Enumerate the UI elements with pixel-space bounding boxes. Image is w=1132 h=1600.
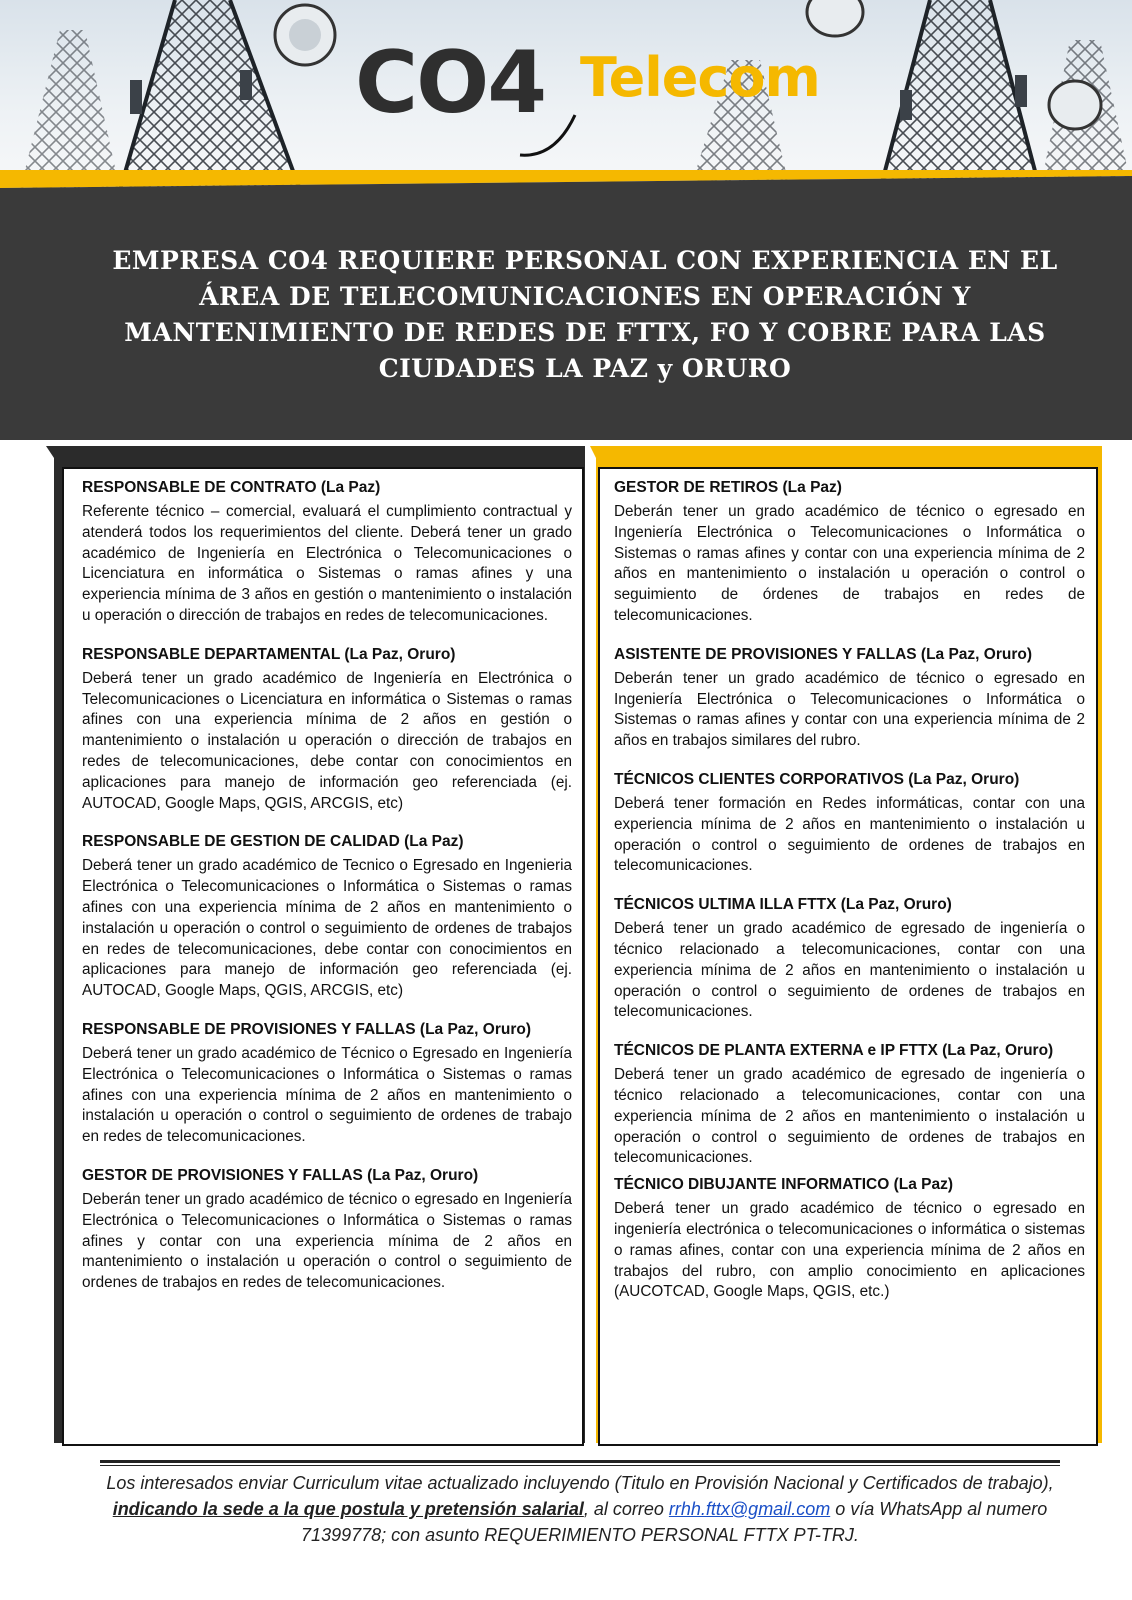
job-title-text: GESTOR DE PROVISIONES Y FALLAS — [82, 1166, 363, 1184]
job-description: Deberá tener formación en Redes informáticas, contar con una experiencia mínima de 2 años en mantenimiento o instalación u operación o control o seguimiento de ordenes de trabajos en telecomunicaciones. — [614, 794, 1085, 875]
job-title — [614, 770, 1085, 790]
job-description: Deberá tener un grado académico de egresado de ingeniería o técnico relacionado a telecomunicaciones, contar con una experiencia mínima de 2 años en mantenimiento o instalación u operación o control o seguimiento de ordenes de trabajos en telecomunicaciones. — [614, 920, 1085, 1021]
job-location: (La Paz, Oruro) — [916, 645, 1033, 663]
footer-text: o vía WhatsApp al numero 71399778; con asunto REQUERIMIENTO PERSONAL FTTX PT-TRJ. — [301, 1499, 1048, 1545]
left-job-list — [82, 478, 572, 1312]
job-listing — [614, 895, 1085, 1023]
job-title-text: TÉCNICOS DE PLANTA EXTERNA e IP FTTX — [614, 1042, 938, 1060]
job-listing — [614, 645, 1085, 752]
job-description: Referente técnico – comercial, evaluará el cumplimiento contractual y atenderá todos los requerimientos del cliente. Deberá tener un grado académico de Ingeniería en Electrónica o Telecomunicaciones o Licenciatura en informática o Sistemas o ramas afines y una experiencia mínima de 3 años en gestión o mantenimiento o instalación u operación o dirección de trabajos en redes de telecomunicaciones. — [82, 503, 572, 624]
job-description: Deberá tener un grado académico de Ingeniería en Electrónica o Telecomunicaciones o Licenciatura en informática o Sistemas o ramas afines con una experiencia mínima de 2 años en gestión o mantenimiento o instalación u operación o dirección de trabajos en redes de telecomunicaciones, debe contar con conocimientos en aplicaciones para manejo de información geo referenciada (ej. AUTOCAD, Google Maps, QGIS, ARCGIS, etc) — [82, 669, 572, 812]
job-description: Deberán tener un grado académico de técnico o egresado en Ingeniería Electrónica o Telecomunicaciones o Informática o Sistemas o ramas afines y contar con una experiencia mínima de 2 años en mantenimiento o instalación u operación o control o seguimiento de órdenes de trabajos en redes de telecomunicaciones. — [614, 503, 1085, 624]
job-listing — [82, 832, 572, 1002]
job-title — [614, 895, 1085, 915]
job-location: (La Paz, Oruro) — [937, 1042, 1054, 1060]
job-location: (La Paz) — [316, 479, 381, 496]
footer-text: Los interesados enviar Curriculum vitae actualizado incluyendo (Titulo en Provisión Nacional y Certificados de trabajo), — [106, 1473, 1054, 1493]
footer-rule-thin — [100, 1465, 1060, 1466]
job-title — [82, 832, 572, 852]
job-location: (La Paz, Oruro) — [362, 1166, 479, 1184]
job-description: Deberán tener un grado académico de técnico o egresado en Ingeniería Electrónica o Telecomunicaciones o Informática o Sistemas o ramas afines y contar con una experiencia mínima de 2 años en mantenimiento o instalación u operación o control o seguimiento de ordenes de trabajos en redes de telecomunicaciones. — [82, 1190, 572, 1292]
logo-brand: CO4 — [355, 33, 546, 133]
job-location: (La Paz) — [889, 1176, 953, 1194]
email-link[interactable]: rrhh.fttx@gmail.com — [668, 1499, 831, 1519]
job-location: (La Paz) — [778, 479, 842, 496]
job-title — [82, 645, 572, 665]
job-title — [614, 1175, 1085, 1195]
job-title-text: RESPONSABLE DE GESTION DE CALIDAD — [82, 833, 400, 851]
job-location: (La Paz, Oruro) — [836, 896, 952, 914]
footer-emphasis: indicando la sede a la que postula y pretensión salarial — [112, 1499, 584, 1519]
job-title-text: ASISTENTE DE PROVISIONES Y FALLAS — [614, 645, 917, 663]
job-description: Deberá tener un grado académico de Tecnico o Egresado en Ingenieria Electrónica o Telecomunicaciones o Informática o Sistemas o ramas afines con una experiencia mínima de 2 años en mantenimiento o instalación u operación o control o seguimiento de ordenes de trabajos en redes de telecomunicaciones, debe contar con conocimientos en aplicaciones para manejo de información geo referenciada (ej. AUTOCAD, Google Maps, QGIS, ARCGIS, etc) — [82, 857, 572, 1000]
job-listing — [82, 478, 572, 627]
job-description: Deberá tener un grado académico de Técnico o Egresado en Ingeniería Electrónica o Telecomunicaciones o Informática o Sistemas o ramas afines con una experiencia mínima de 2 años en mantenimiento o instalación u operación o control o seguimiento de ordenes de trabajo en redes de telecomunicaciones. — [82, 1044, 572, 1146]
job-title — [614, 645, 1085, 665]
job-location: (La Paz, Oruro) — [903, 770, 1020, 788]
job-listing — [614, 478, 1085, 627]
application-instructions — [100, 1470, 1060, 1548]
footer-rule — [100, 1460, 1060, 1463]
job-title-text: RESPONSABLE DE PROVISIONES Y FALLAS — [82, 1020, 416, 1038]
job-location: (La Paz, Oruro) — [340, 645, 456, 663]
job-title — [82, 478, 572, 498]
footer-text: , al correo — [583, 1499, 669, 1519]
right-job-list — [614, 478, 1085, 1321]
job-description: Deberá tener un grado académico de técnico o egresado en ingeniería electrónica o telecomunicaciones o informática o sistemas o ramas afines, contar con una experiencia mínima de 2 años en trabajos del rubro, con amplio conocimiento en aplicaciones (AUCOTCAD, Google Maps, QGIS, etc.) — [614, 1200, 1085, 1301]
job-description: Deberán tener un grado académico de técnico o egresado en Ingeniería Electrónica o Telecomunicaciones o Informática o Sistemas o ramas afines y contar con una experiencia mínima de 2 años en trabajos similares del rubro. — [614, 669, 1085, 750]
job-listing — [82, 1166, 572, 1294]
job-title-text: TÉCNICOS ULTIMA ILLA FTTX — [614, 896, 837, 914]
job-listing — [82, 1020, 572, 1148]
job-title — [82, 1166, 572, 1186]
job-listing — [614, 770, 1085, 877]
job-title-text: GESTOR DE RETIROS — [614, 479, 779, 496]
job-listing — [82, 645, 572, 815]
job-description: Deberá tener un grado académico de egresado de ingeniería o técnico relacionado a telecomunicaciones, contar con una experiencia mínima de 2 años en mantenimiento o instalación u operación o control o seguimiento de ordenes de trabajos en telecomunicaciones. — [614, 1066, 1085, 1167]
logo-name: Telecom — [580, 46, 820, 109]
job-listing — [614, 1041, 1085, 1169]
job-title-text: RESPONSABLE DEPARTAMENTAL — [82, 645, 341, 663]
job-location: (La Paz, Oruro) — [415, 1020, 532, 1038]
job-title-text: RESPONSABLE DE CONTRATO — [82, 479, 317, 496]
job-title — [614, 1041, 1085, 1061]
job-title-text: TÉCNICOS CLIENTES CORPORATIVOS — [614, 770, 904, 788]
page-headline: EMPRESA CO4 REQUIERE PERSONAL CON EXPERIENCIA EN EL ÁREA DE TELECOMUNICACIONES EN OPERACIÓN Y MANTENIMIENTO DE REDES DE FTTX, FO Y COBRE PARA LAS CIUDADES LA PAZ y ORURO — [112, 246, 1058, 383]
job-listing — [614, 1175, 1085, 1303]
job-title — [614, 478, 1085, 498]
job-title-text: TÉCNICO DIBUJANTE INFORMATICO — [614, 1176, 890, 1194]
job-title — [82, 1020, 572, 1040]
job-location: (La Paz) — [399, 833, 464, 851]
